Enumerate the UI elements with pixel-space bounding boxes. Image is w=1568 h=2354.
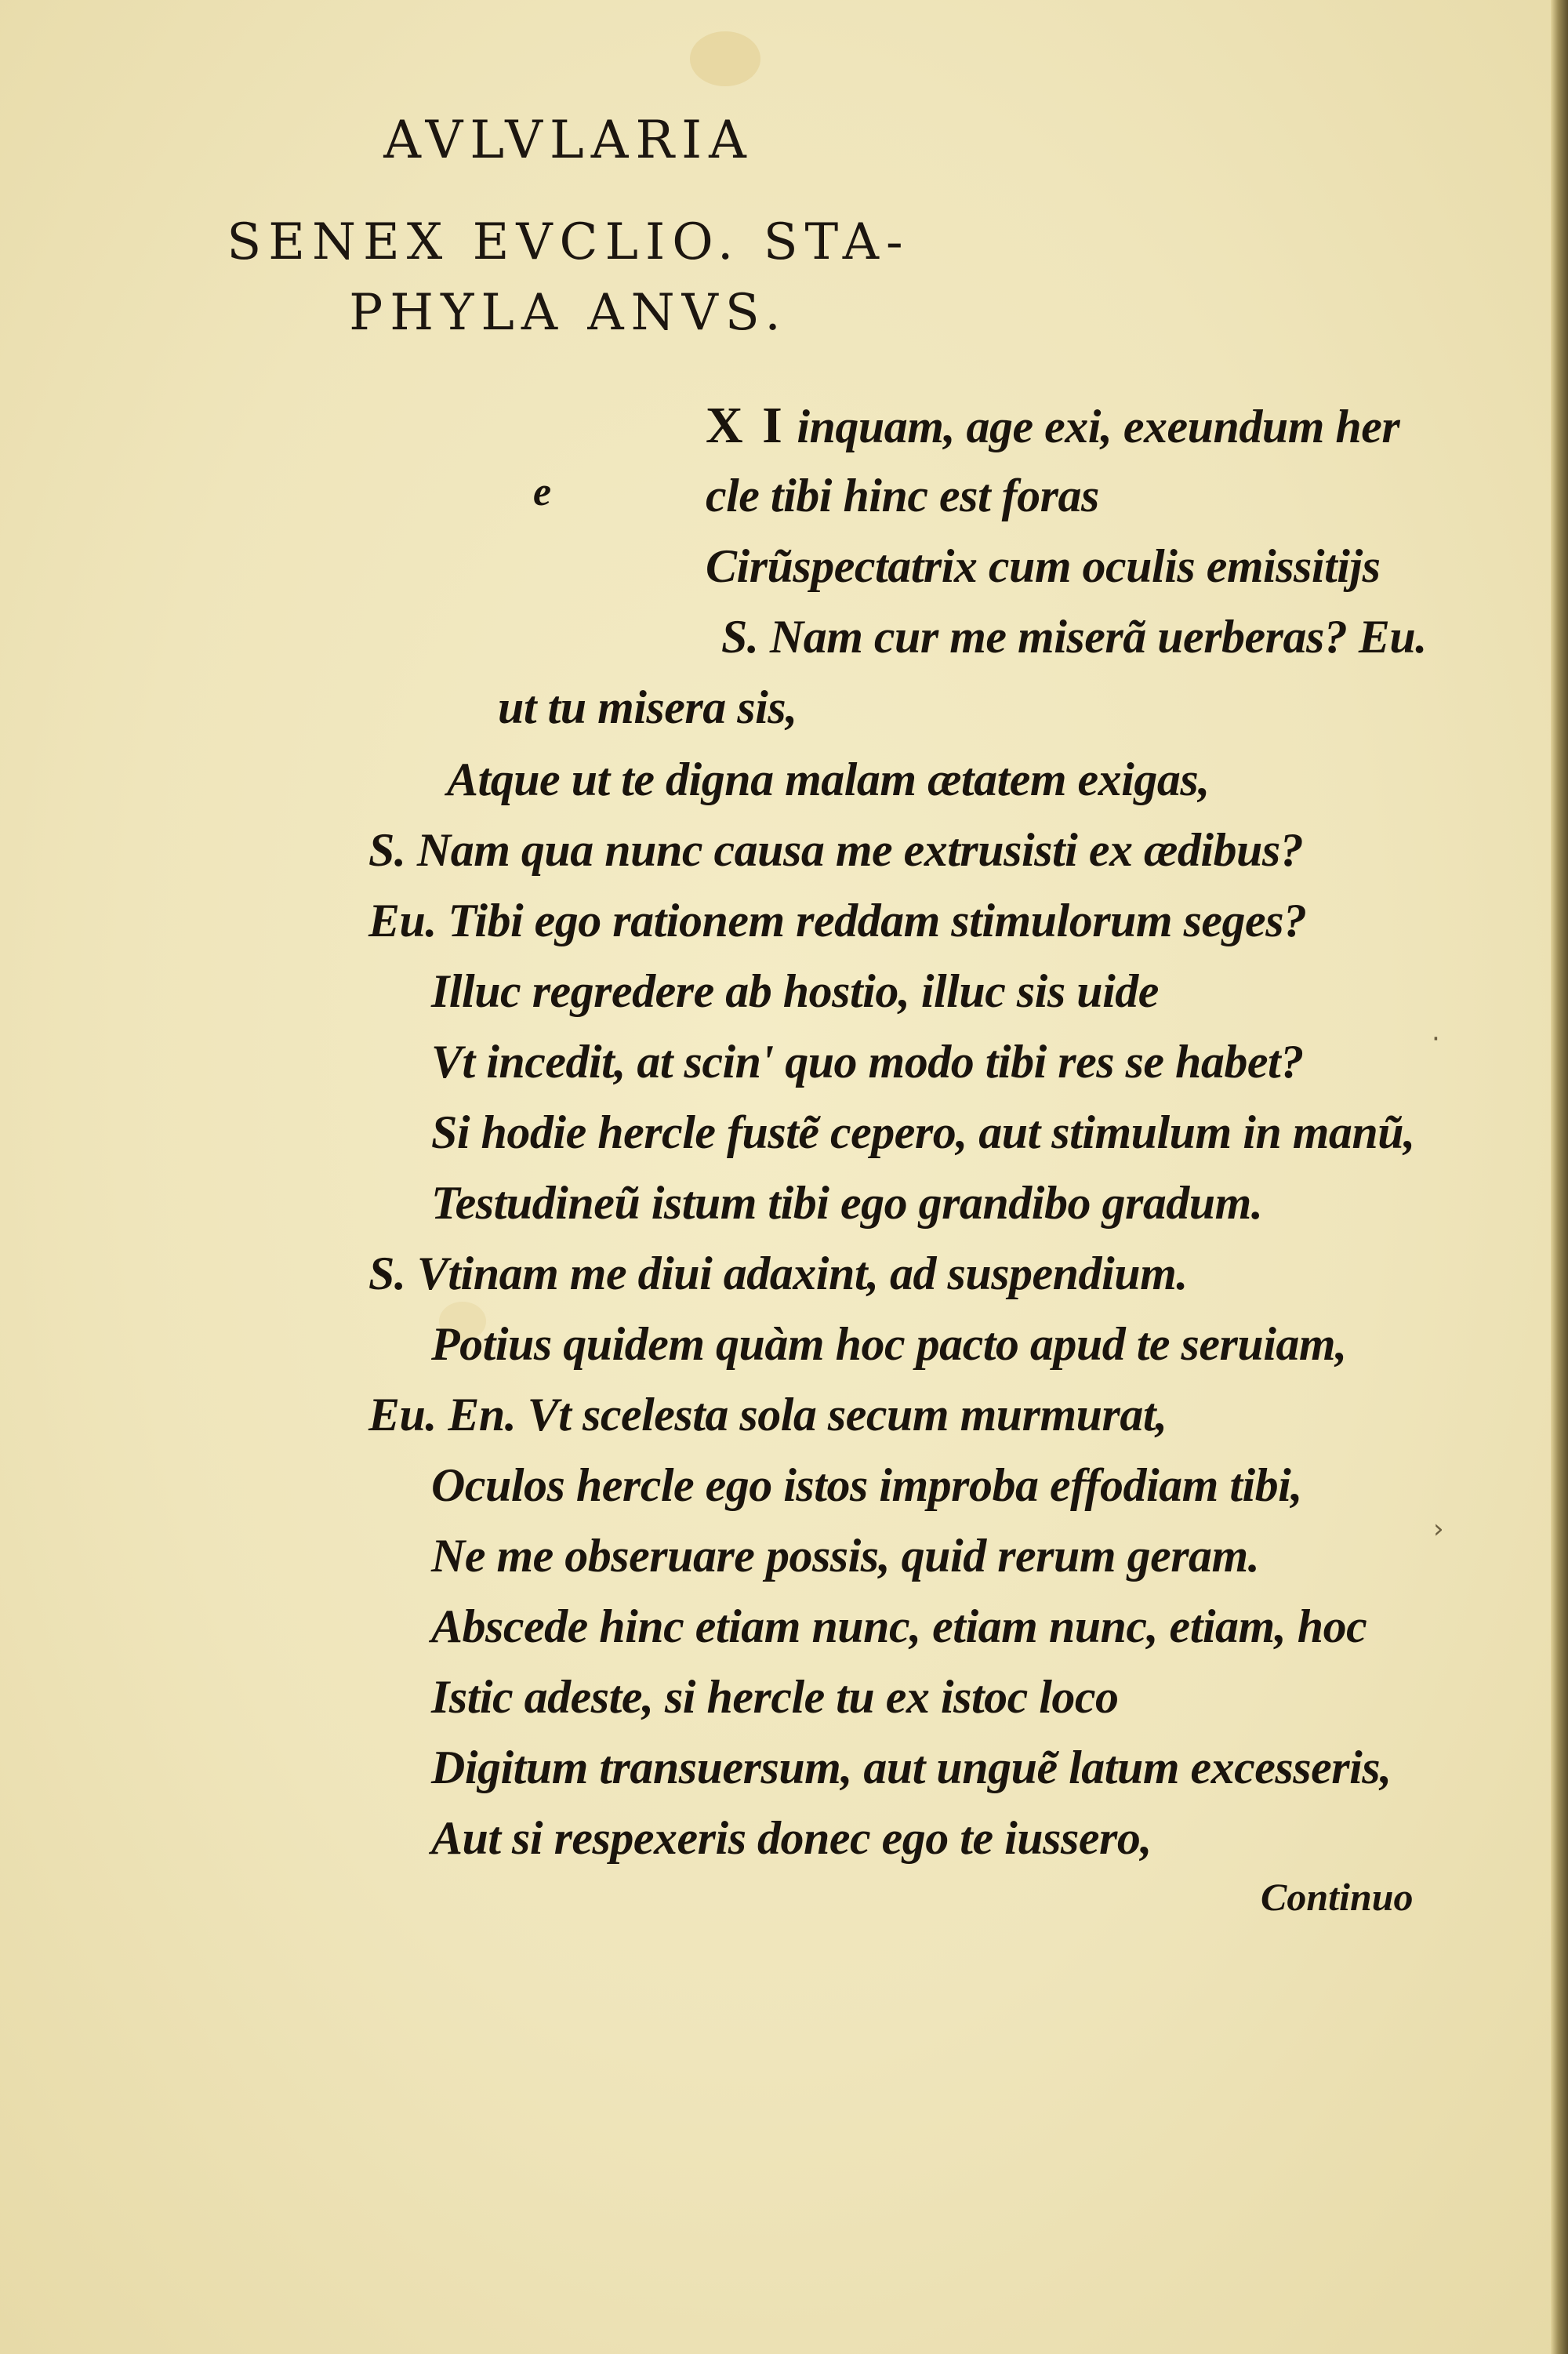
drop-initial: X I: [706, 397, 786, 454]
margin-bracket-mark: ›: [1433, 1513, 1444, 1545]
verse-line-2: cle tibi hinc est foras: [706, 470, 1099, 521]
verse-line-14: Potius quidem quàm hoc pacto apud te seruiam,: [431, 1318, 1347, 1370]
verse-line-15: Eu. En. Vt scelesta sola secum murmurat,: [368, 1389, 1167, 1440]
verse-line-4: S. Nam cur me miserã uerberas? Eu.: [721, 611, 1427, 663]
verse-line-7: S. Nam qua nunc causa me extrusisti ex ædibus?: [368, 824, 1304, 876]
catchword: Continuo: [1261, 1875, 1414, 1919]
verse-line-11: Si hodie hercle fustẽ cepero, aut stimulum in manũ,: [431, 1106, 1415, 1158]
verse-line-17: Ne me obseruare possis, quid rerum geram.: [431, 1530, 1260, 1582]
verse-line-13: S. Vtinam me diui adaxint, ad suspendium.: [368, 1248, 1188, 1299]
verse-line-10: Vt incedit, at scin' quo modo tibi res se habet?: [431, 1036, 1304, 1088]
margin-dot-mark: ·: [1432, 1023, 1440, 1055]
verse-line-9: Illuc regredere ab hostio, illuc sis uide: [431, 965, 1159, 1017]
verse-line-20: Digitum transuersum, aut unguẽ latum excesseris,: [431, 1742, 1392, 1793]
scene-heading-line-1: SENEX EVCLIO. STA-: [227, 213, 910, 271]
verse-line-3: Cirũspectatrix cum oculis emissitijs: [706, 540, 1381, 592]
verse-line-6: Atque ut te digna malam ætatem exigas,: [447, 754, 1210, 805]
verse-line-16: Oculos hercle ego istos improba effodiam tibi,: [431, 1459, 1302, 1511]
running-title: AVLVLARIA: [383, 110, 753, 170]
marginal-letter: e: [533, 470, 552, 514]
verse-line-1-text: inquam, age exi, exeundum her: [797, 401, 1400, 452]
page-edge: [1551, 0, 1568, 2354]
verse-line-5: ut tu misera sis,: [498, 681, 797, 733]
verse-line-8: Eu. Tibi ego rationem reddam stimulorum seges?: [368, 895, 1307, 946]
verse-line-12: Testudineũ istum tibi ego grandibo gradum.: [431, 1177, 1263, 1229]
verse-line-21: Aut si respexeris donec ego te iussero,: [431, 1812, 1152, 1864]
paper-stain: [690, 31, 760, 86]
verse-line-1: [706, 396, 1399, 456]
scene-heading-line-2: PHYLA ANVS.: [349, 284, 788, 342]
verse-line-18: Abscede hinc etiam nunc, etiam nunc, etiam, hoc: [431, 1600, 1367, 1652]
verse-line-19: Istic adeste, si hercle tu ex istoc loco: [431, 1671, 1119, 1723]
